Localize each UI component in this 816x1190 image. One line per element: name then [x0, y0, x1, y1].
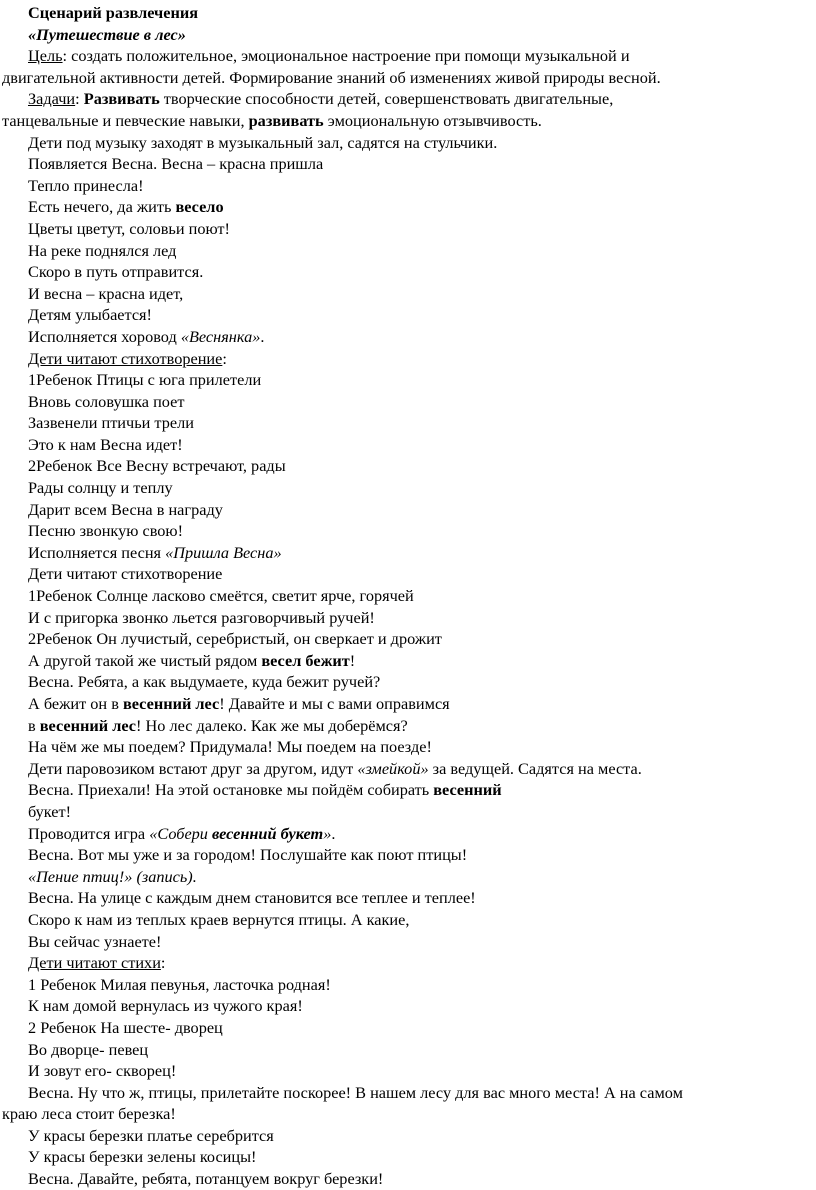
doc-subtitle: «Путешествие в лес»	[28, 24, 186, 44]
text-line: в весенний лес! Но лес далеко. Как же мы доберёмся?	[28, 715, 408, 735]
text-line: Весна. Вот мы уже и за городом! Послушайте как поют птицы!	[28, 845, 468, 865]
text-line: И весна – красна идет,	[28, 283, 184, 303]
text-line: Исполняется песня «Пришла Весна»	[28, 542, 282, 562]
text-line: Скоро в путь отправится.	[28, 262, 204, 282]
tasks-label: Задачи	[28, 89, 76, 109]
text-line: 1 Ребенок Милая певунья, ласточка родная!	[28, 974, 331, 994]
text-line: У красы березки зелены косицы!	[28, 1147, 257, 1167]
text-line: Весна. Ребята, а как выдумаете, куда бежит ручей?	[28, 672, 381, 692]
text-line: Весна. Ну что ж, птицы, прилетайте поскорее! В нашем лесу для вас много места! А на самом	[28, 1082, 683, 1102]
text-line: Песню звонкую свою!	[28, 521, 184, 541]
text-line: Во дворце- певец	[28, 1039, 149, 1059]
text-line: «Пение птиц!» (запись).	[28, 866, 197, 886]
text-line: Вновь соловушка поет	[28, 391, 185, 411]
text-line: Тепло принесла!	[28, 175, 144, 195]
text-line-cont: краю леса стоит березка!	[2, 1104, 176, 1124]
goal-line: Цель: создать положительное, эмоциональное настроение при помощи музыкальной и	[28, 46, 630, 66]
text-line: Весна. Давайте, ребята, потанцуем вокруг березки!	[28, 1169, 384, 1189]
text-line: Цветы цветут, соловьи поют!	[28, 218, 230, 238]
text-line: Зазвенели птичьи трели	[28, 413, 194, 433]
doc-title: Сценарий развлечения	[28, 3, 199, 22]
text-line: Это к нам Весна идет!	[28, 434, 183, 454]
text-line: К нам домой вернулась из чужого края!	[28, 996, 303, 1016]
text-line: 2Ребенок Он лучистый, серебристый, он сверкает и дрожит	[28, 629, 442, 649]
text-line: На чём же мы поедем? Придумала! Мы поедем на поезде!	[28, 737, 432, 757]
goal-line-cont: двигательной активности детей. Формирование знаний об изменениях живой природы весной.	[2, 67, 661, 87]
text-line: А другой такой же чистый рядом весел бежит!	[28, 650, 356, 670]
text-line: А бежит он в весенний лес! Давайте и мы с вами оправимся	[28, 694, 450, 713]
text-line: У красы березки платье серебрится	[28, 1125, 274, 1145]
text-line: Дарит всем Весна в награду	[28, 499, 223, 519]
text-line: Появляется Весна. Весна – красна пришла	[28, 154, 324, 174]
text-line: Рады солнцу и теплу	[28, 478, 173, 498]
text-line: Исполняется хоровод «Веснянка».	[28, 326, 265, 346]
text-line: Весна. Приехали! На этой остановке мы пойдём собирать весенний	[28, 780, 502, 800]
text-line: Есть нечего, да жить весело	[28, 197, 224, 217]
text-line: Весна. На улице с каждым днем становится все теплее и теплее!	[28, 888, 476, 908]
tasks-line: Задачи: Развивать творческие способности детей, совершенствовать двигательные,	[28, 89, 614, 109]
text-line: На реке поднялся лед	[28, 240, 177, 260]
text-line: Дети читают стихи:	[28, 953, 166, 973]
text-line: Проводится игра «Собери весенний букет».	[28, 823, 336, 843]
text-line: Дети читают стихотворение	[28, 564, 223, 584]
text-line: Дети под музыку заходят в музыкальный зал, садятся на стульчики.	[28, 132, 498, 152]
text-line: Дети паровозиком встают друг за другом, идут «змейкой» за ведущей. Садятся на места.	[28, 758, 642, 778]
text-line: 2 Ребенок На шесте- дворец	[28, 1017, 223, 1037]
goal-label: Цель	[28, 46, 63, 66]
text-line: Дети читают стихотворение:	[28, 348, 227, 368]
text-line: Детям улыбается!	[28, 305, 152, 325]
tasks-line-cont: танцевальные и певческие навыки, развивать эмоциональную отзывчивость.	[2, 110, 542, 130]
text-line: 2Ребенок Все Весну встречают, рады	[28, 456, 286, 476]
text-line: букет!	[28, 801, 72, 821]
text-line: И зовут его- скворец!	[28, 1061, 177, 1081]
text-line: 1Ребенок Солнце ласково смеётся, светит ярче, горячей	[28, 586, 414, 606]
text-line: 1Ребенок Птицы с юга прилетели	[28, 370, 262, 390]
text-line: И с пригорка звонко льется разговорчивый ручей!	[28, 607, 375, 627]
text-line: Скоро к нам из теплых краев вернутся птицы. А какие,	[28, 909, 410, 929]
text-line: Вы сейчас узнаете!	[28, 931, 162, 951]
